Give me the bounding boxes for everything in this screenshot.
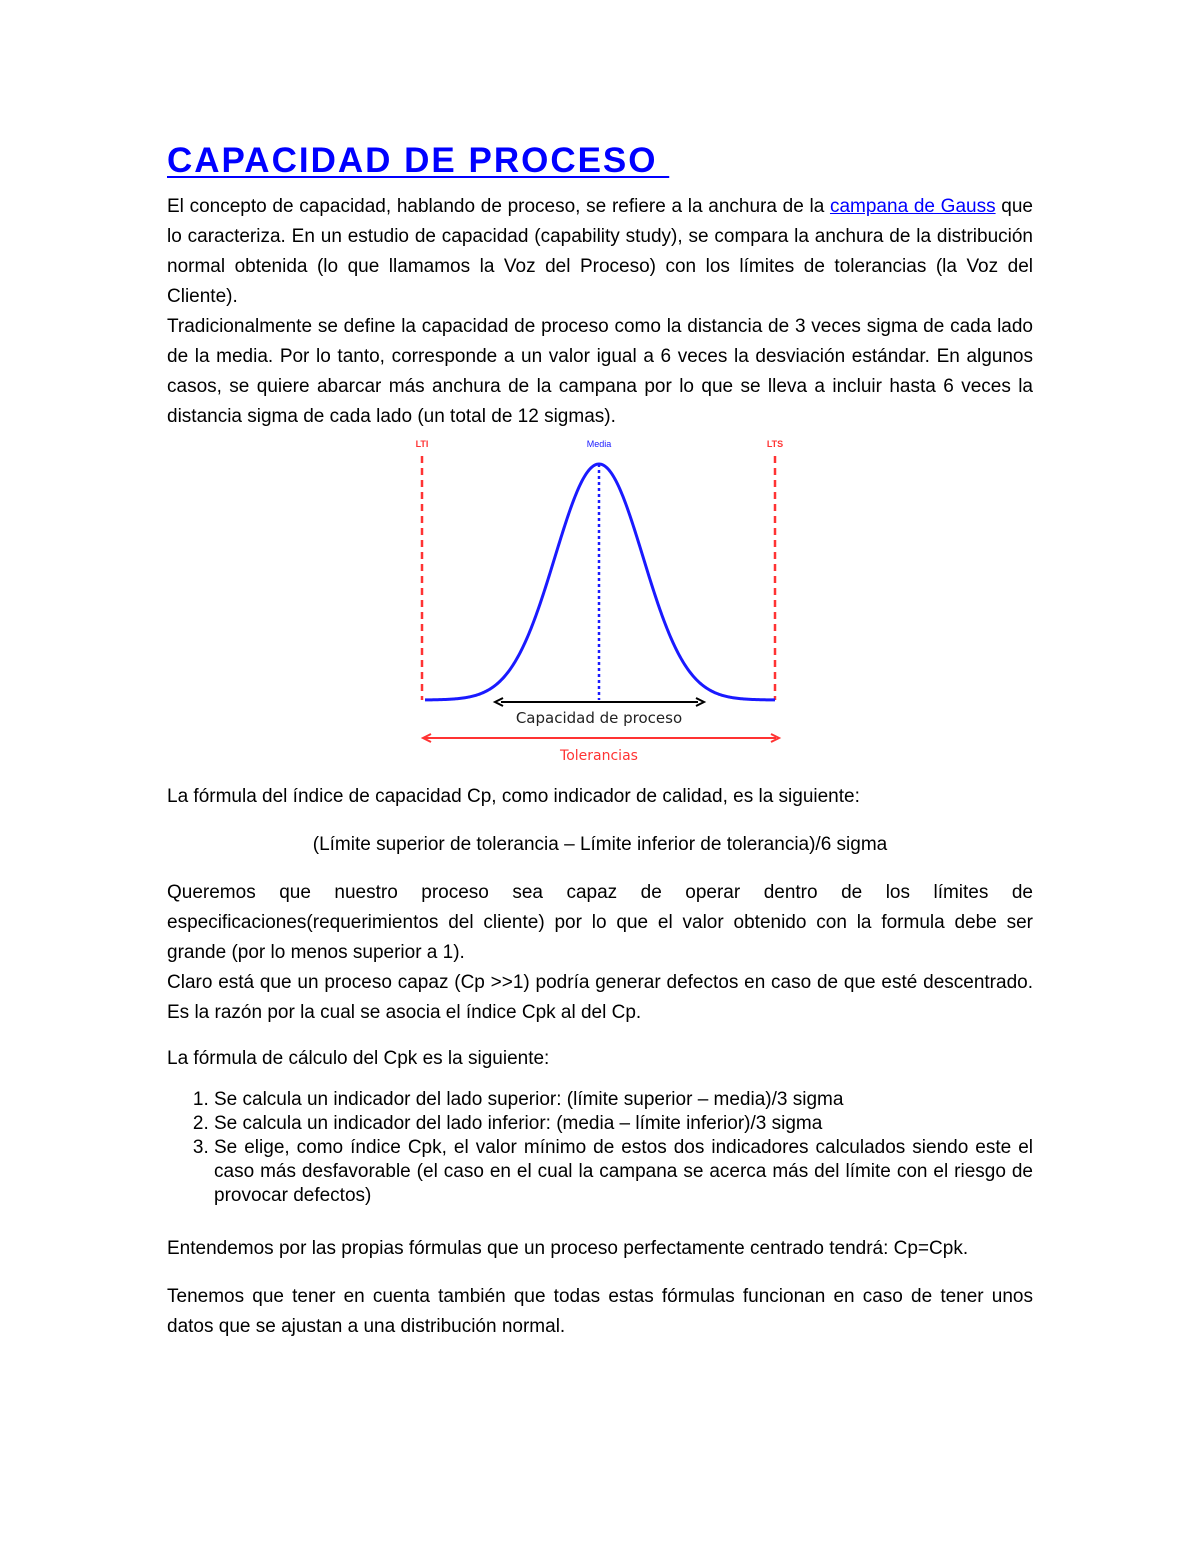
campana-de-gauss-link[interactable]: campana de Gauss: [829, 196, 996, 217]
lts-label: LTS: [766, 439, 784, 449]
lti-label: LTI: [415, 439, 429, 449]
paragraph-capaz: Queremos que nuestro proceso sea capaz de operar dentro de los límites de especificaciones(requerimientos del cliente) por lo que el valor obtenido con la formula debe ser grande (por lo menos superior a 1).: [167, 882, 1033, 963]
tolerance-label: Tolerancias: [560, 748, 638, 764]
cpk-step-1: 1. Se calcula un indicador del lado superior: (límite superior – media)/3 sigma: [214, 1088, 1033, 1112]
document-title: CAPACIDAD DE PROCESO: [167, 141, 670, 180]
cpk-intro-paragraph: La fórmula de cálculo del Cpk es la siguiente:: [167, 1048, 550, 1069]
document-page: [167, 140, 1033, 1342]
paragraph-descentrado: Claro está que un proceso capaz (Cp >>1) podría generar defectos en caso de que esté descentrado. Es la razón por la cual se asocia el índice Cpk al del Cp.: [167, 972, 1033, 1023]
cpk-steps-list: [167, 1088, 1033, 1208]
cp-intro-paragraph: La fórmula del índice de capacidad Cp, como indicador de calidad, es la siguiente:: [167, 786, 860, 807]
capacity-label: Capacidad de proceso: [515, 709, 683, 727]
intro-text-after-link: que lo caracteriza. En un estudio de capacidad (capability study), se compara la anchura de la distribución normal obtenida (lo que llamamos la Voz del Proceso) con los límites de tolerancias (la Voz del Cliente).: [167, 196, 1033, 307]
cpk-step-3: 3. Se elige, como índice Cpk, el valor mínimo de estos dos indicadores calculados siendo este el caso más desfavorable (el caso en el cual la campana se acerca más del límite con el riesgo de provocar defectos): [214, 1136, 1033, 1208]
cp-formula: (Límite superior de tolerancia – Límite inferior de tolerancia)/6 sigma: [312, 834, 888, 855]
paragraph-capacity-definition: Tradicionalmente se define la capacidad de proceso como la distancia de 3 veces sigma de cada lado de la media. Por lo tanto, corresponde a un valor igual a 6 veces la desviación estándar. En algunos casos, se quiere abarcar más anchura de la campana por lo que se lleva a incluir hasta 6 veces la distancia sigma de cada lado (un total de 12 sigmas).: [167, 316, 1033, 427]
media-label: Media: [586, 439, 612, 449]
gauss-bell-figure: [167, 436, 1033, 776]
intro-paragraph: [167, 192, 1033, 312]
intro-text-before-link: El concepto de capacidad, hablando de proceso, se refiere a la anchura de la: [167, 196, 830, 217]
paragraph-centrado: Entendemos por las propias fórmulas que un proceso perfectamente centrado tendrá: Cp=Cpk.: [167, 1238, 969, 1259]
paragraph-normal: Tenemos que tener en cuenta también que todas estas fórmulas funcionan en caso de tener unos datos que se ajustan a una distribución normal.: [167, 1286, 1033, 1337]
gauss-bell-diagram: [167, 436, 1033, 776]
cpk-step-2: 2. Se calcula un indicador del lado inferior: (media – límite inferior)/3 sigma: [214, 1112, 1033, 1136]
